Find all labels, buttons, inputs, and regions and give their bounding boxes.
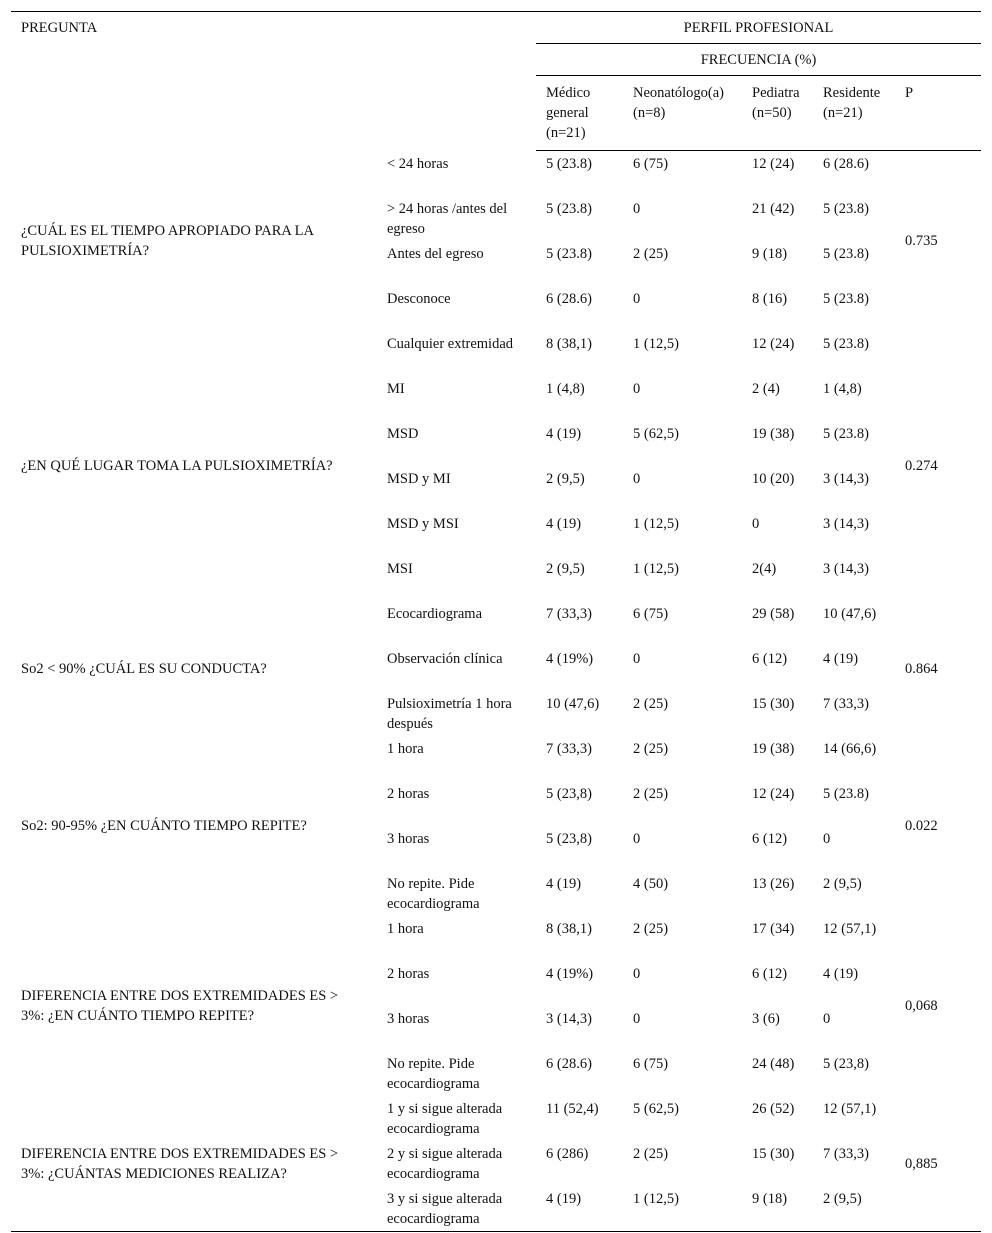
residente-cell: 4 (19): [823, 966, 859, 982]
results-table: [11, 11, 981, 1232]
residente-cell: 1 (4,8): [823, 381, 862, 397]
neonatologo-cell: 2 (25): [633, 741, 669, 757]
col-neonatologo: Neonatólogo(a) (n=8): [633, 76, 752, 151]
neonatologo-cell: 2 (25): [633, 696, 669, 712]
option-cell: 3 horas: [387, 1011, 430, 1027]
pediatra-cell: 2 (4): [752, 381, 780, 397]
p-value-cell: 0.022: [905, 818, 938, 834]
medico-cell: 5 (23.8): [546, 246, 592, 262]
neonatologo-cell: 6 (75): [633, 606, 669, 622]
medico-cell: 1 (4,8): [546, 381, 585, 397]
table-row: [11, 736, 981, 781]
pediatra-cell: 9 (18): [752, 246, 788, 262]
neonatologo-cell: 6 (75): [633, 156, 669, 172]
header-row-1: [11, 12, 981, 44]
col-medico: Médico general (n=21): [536, 76, 633, 151]
pediatra-cell: 15 (30): [752, 696, 795, 712]
option-cell: > 24 horas /antes del egreso: [387, 201, 508, 237]
medico-cell: 5 (23,8): [546, 786, 592, 802]
residente-cell: 3 (14,3): [823, 471, 869, 487]
pediatra-cell: 15 (30): [752, 1146, 795, 1162]
medico-cell: 4 (19%): [546, 651, 594, 667]
col-pediatra: Pediatra (n=50): [752, 76, 823, 151]
neonatologo-cell: 2 (25): [633, 1146, 669, 1162]
question-cell: DIFERENCIA ENTRE DOS EXTREMIDADES ES > 3%: ¿CUÁNTAS MEDICIONES REALIZA?: [11, 1096, 377, 1232]
residente-cell: 14 (66,6): [823, 741, 877, 757]
option-cell: 3 y si sigue alterada ecocardiograma: [377, 1186, 536, 1232]
option-cell: 1 y si sigue alterada ecocardiograma: [387, 1101, 503, 1137]
option-cell: 2 y si sigue alterada ecocardiograma: [387, 1146, 503, 1182]
residente-cell: 5 (23.8): [823, 246, 869, 262]
residente-cell: 5 (23.8): [823, 786, 869, 802]
medico-cell: 4 (19%): [546, 966, 594, 982]
neonatologo-cell: 1 (12,5): [633, 516, 679, 532]
results-table-container: [11, 11, 981, 1232]
option-cell: 2 horas: [387, 786, 430, 802]
medico-cell: 8 (38,1): [546, 921, 592, 937]
p-value-cell: 0.735: [905, 233, 938, 249]
medico-cell: 5 (23.8): [546, 201, 592, 217]
residente-cell: 5 (23.8): [823, 201, 869, 217]
medico-cell: 6 (28.6): [546, 1056, 592, 1072]
residente-cell: 5 (23.8): [823, 291, 869, 307]
option-cell: Desconoce: [387, 291, 451, 307]
medico-cell: 6 (286): [546, 1146, 589, 1162]
pediatra-cell: 0: [752, 516, 760, 532]
p-value-cell: 0,885: [905, 1096, 981, 1232]
pediatra-cell: 6 (12): [752, 966, 788, 982]
option-cell: No repite. Pide ecocardiograma: [387, 1056, 480, 1092]
header-frecuencia: FRECUENCIA (%): [536, 44, 981, 76]
option-cell: 1 hora: [387, 921, 424, 937]
medico-cell: 7 (33,3): [546, 741, 592, 757]
residente-cell: 12 (57,1): [823, 921, 877, 937]
neonatologo-cell: 1 (12,5): [633, 1186, 752, 1232]
medico-cell: 5 (23.8): [546, 156, 592, 172]
option-cell: Ecocardiograma: [387, 606, 483, 622]
residente-cell: 5 (23,8): [823, 1056, 869, 1072]
neonatologo-cell: 4 (50): [633, 876, 669, 892]
table-row: [11, 151, 981, 197]
table-row: [11, 331, 981, 376]
neonatologo-cell: 0: [633, 651, 641, 667]
option-cell: 2 horas: [387, 966, 430, 982]
residente-cell: 0: [823, 831, 831, 847]
question-cell: So2: 90-95% ¿EN CUÁNTO TIEMPO REPITE?: [21, 818, 307, 834]
medico-cell: 5 (23,8): [546, 831, 592, 847]
option-cell: MSI: [387, 561, 413, 577]
pediatra-cell: 10 (20): [752, 471, 795, 487]
residente-cell: 6 (28.6): [823, 156, 869, 172]
neonatologo-cell: 5 (62,5): [633, 1101, 679, 1117]
residente-cell: 4 (19): [823, 651, 859, 667]
option-cell: Pulsioximetría 1 hora después: [387, 696, 512, 732]
neonatologo-cell: 5 (62,5): [633, 426, 679, 442]
pediatra-cell: 13 (26): [752, 876, 795, 892]
col-p: P: [905, 76, 981, 151]
header-pregunta: PREGUNTA: [21, 20, 98, 36]
residente-cell: 7 (33,3): [823, 696, 869, 712]
pediatra-cell: 12 (24): [752, 156, 795, 172]
medico-cell: 3 (14,3): [546, 1011, 592, 1027]
residente-cell: 3 (14,3): [823, 516, 869, 532]
option-cell: Antes del egreso: [387, 246, 484, 262]
pediatra-cell: 12 (24): [752, 786, 795, 802]
option-cell: Observación clínica: [387, 651, 503, 667]
p-value-cell: 0.274: [905, 458, 938, 474]
header-blank: [377, 12, 536, 151]
question-cell: DIFERENCIA ENTRE DOS EXTREMIDADES ES > 3%: ¿EN CUÁNTO TIEMPO REPITE?: [21, 988, 339, 1024]
option-cell: MSD y MSI: [387, 516, 459, 532]
neonatologo-cell: 2 (25): [633, 246, 669, 262]
results-body: [11, 151, 981, 1232]
pediatra-cell: 17 (34): [752, 921, 795, 937]
residente-cell: 2 (9,5): [823, 876, 862, 892]
pediatra-cell: 19 (38): [752, 741, 795, 757]
question-cell: ¿CUÁL ES EL TIEMPO APROPIADO PARA LA PULSIOXIMETRÍA?: [21, 222, 314, 259]
pediatra-cell: 24 (48): [752, 1056, 795, 1072]
neonatologo-cell: 0: [633, 831, 641, 847]
option-cell: 3 horas: [387, 831, 430, 847]
pediatra-cell: 29 (58): [752, 606, 795, 622]
option-cell: MI: [387, 381, 405, 397]
neonatologo-cell: 2 (25): [633, 786, 669, 802]
option-cell: < 24 horas: [387, 155, 449, 172]
medico-cell: 8 (38,1): [546, 336, 592, 352]
neonatologo-cell: 0: [633, 1011, 641, 1027]
p-value-cell: 0.864: [905, 660, 938, 677]
pediatra-cell: 3 (6): [752, 1011, 780, 1027]
option-cell: MSD y MI: [387, 471, 451, 487]
residente-cell: 5 (23.8): [823, 426, 869, 442]
medico-cell: 10 (47,6): [546, 696, 600, 712]
residente-cell: 2 (9,5): [823, 1186, 905, 1232]
residente-cell: 10 (47,6): [823, 606, 877, 622]
neonatologo-cell: 1 (12,5): [633, 561, 679, 577]
medico-cell: 4 (19): [546, 426, 582, 442]
neonatologo-cell: 0: [633, 966, 641, 982]
residente-cell: 0: [823, 1011, 831, 1027]
medico-cell: 4 (19): [546, 876, 582, 892]
residente-cell: 7 (33,3): [823, 1146, 869, 1162]
medico-cell: 7 (33,3): [546, 606, 592, 622]
medico-cell: 2 (9,5): [546, 561, 585, 577]
p-value-cell: 0,068: [905, 998, 938, 1014]
question-cell: ¿EN QUÉ LUGAR TOMA LA PULSIOXIMETRÍA?: [21, 458, 333, 474]
option-cell: No repite. Pide ecocardiograma: [387, 876, 480, 912]
pediatra-cell: 2(4): [752, 561, 777, 577]
pediatra-cell: 6 (12): [752, 651, 788, 667]
residente-cell: 12 (57,1): [823, 1101, 877, 1117]
table-row: [11, 1096, 981, 1141]
neonatologo-cell: 0: [633, 471, 641, 487]
option-cell: 1 hora: [387, 741, 424, 757]
table-row: [11, 916, 981, 961]
header-perfil: PERFIL PROFESIONAL: [536, 12, 981, 44]
pediatra-cell: 8 (16): [752, 291, 788, 307]
neonatologo-cell: 2 (25): [633, 921, 669, 937]
pediatra-cell: 12 (24): [752, 336, 795, 352]
neonatologo-cell: 0: [633, 201, 641, 217]
pediatra-cell: 21 (42): [752, 201, 795, 217]
neonatologo-cell: 0: [633, 291, 641, 307]
neonatologo-cell: 6 (75): [633, 1056, 669, 1072]
option-cell: MSD: [387, 426, 419, 442]
medico-cell: 4 (19): [546, 516, 582, 532]
residente-cell: 3 (14,3): [823, 561, 869, 577]
neonatologo-cell: 0: [633, 381, 641, 397]
medico-cell: 2 (9,5): [546, 471, 585, 487]
col-residente: Residente (n=21): [823, 76, 905, 151]
pediatra-cell: 19 (38): [752, 426, 795, 442]
pediatra-cell: 26 (52): [752, 1101, 795, 1117]
residente-cell: 5 (23.8): [823, 336, 869, 352]
medico-cell: 6 (28.6): [546, 291, 592, 307]
pediatra-cell: 9 (18): [752, 1186, 823, 1232]
question-cell: So2 < 90% ¿CUÁL ES SU CONDUCTA?: [21, 660, 267, 677]
option-cell: Cualquier extremidad: [387, 336, 514, 352]
neonatologo-cell: 1 (12,5): [633, 336, 679, 352]
medico-cell: 11 (52,4): [546, 1101, 599, 1117]
pediatra-cell: 6 (12): [752, 831, 788, 847]
table-row: [11, 601, 981, 646]
medico-cell: 4 (19): [536, 1186, 633, 1232]
